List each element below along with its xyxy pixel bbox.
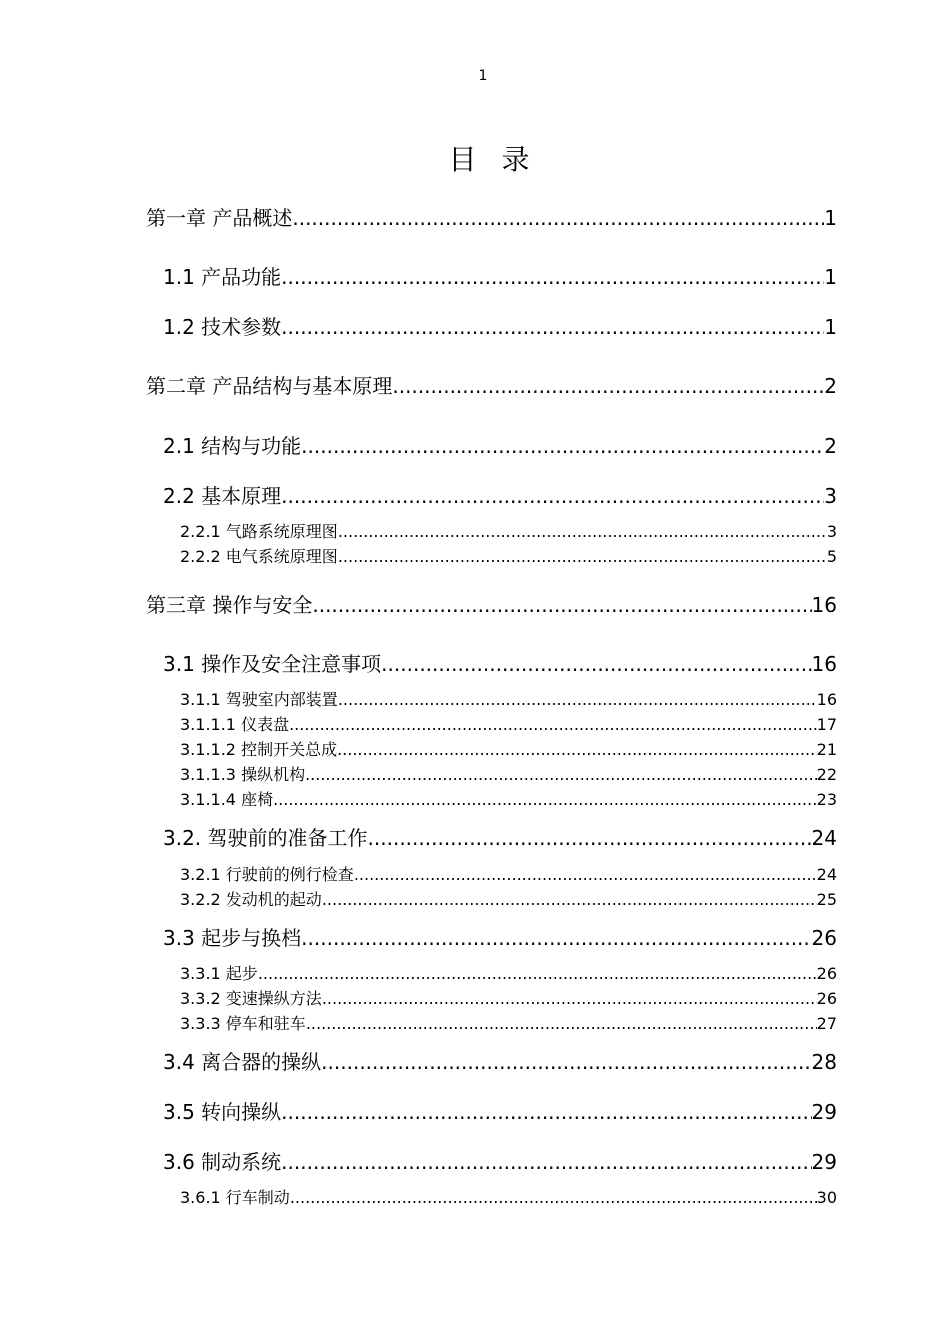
toc-entry-page: 1 <box>824 206 837 230</box>
dot-leader <box>322 890 817 909</box>
toc-entry-label: 3.5 转向操纵 <box>163 1100 282 1124</box>
toc-entry-1-2[interactable] <box>163 311 837 340</box>
toc-entry-label: 2.2 基本原理 <box>163 484 282 508</box>
toc-entry-page: 24 <box>816 865 837 884</box>
toc-entry-label: 3.1.1.4 座椅 <box>180 790 274 809</box>
toc-entry-chapter-1[interactable] <box>146 202 837 231</box>
toc-entry-page: 26 <box>811 926 837 950</box>
toc-entry-page: 24 <box>811 826 837 850</box>
dot-leader <box>281 484 824 508</box>
toc-entry-3-2-1[interactable] <box>180 862 837 885</box>
toc-entry-label: 3.3.2 变速操纵方法 <box>180 989 322 1008</box>
toc-entry-label: 3.4 离合器的操纵 <box>163 1050 322 1074</box>
toc-entry-label: 3.1.1.3 操纵机构 <box>180 765 306 784</box>
toc-entry-3-5[interactable] <box>163 1096 837 1125</box>
dot-leader <box>306 1014 817 1033</box>
dot-leader <box>338 547 827 566</box>
toc-entry-label: 3.2.2 发动机的起动 <box>180 890 322 909</box>
toc-entry-label: 第一章 产品概述 <box>146 206 293 230</box>
toc-entry-3-3-3[interactable] <box>180 1011 837 1034</box>
toc-entry-page: 16 <box>811 652 837 676</box>
toc-entry-3-3[interactable] <box>163 922 837 951</box>
dot-leader <box>281 265 824 289</box>
toc-entry-label: 第三章 操作与安全 <box>146 593 313 617</box>
toc-entry-3-1-1[interactable] <box>180 687 837 710</box>
dot-leader <box>338 522 827 541</box>
toc-entry-page: 1 <box>824 265 837 289</box>
toc-entry-page: 16 <box>811 593 837 617</box>
toc-entry-page: 26 <box>816 989 837 1008</box>
toc-entry-1-1[interactable] <box>163 261 837 290</box>
dot-leader <box>290 1188 817 1207</box>
toc-entry-label: 3.3.3 停车和驻车 <box>180 1014 306 1033</box>
toc-entry-page: 26 <box>816 964 837 983</box>
toc-entry-page: 22 <box>816 765 837 784</box>
toc-entry-3-2-2[interactable] <box>180 887 837 910</box>
toc-entry-label: 3.2. 驾驶前的准备工作 <box>163 826 368 850</box>
toc-entry-3-6[interactable] <box>163 1146 837 1175</box>
toc-entry-page: 29 <box>811 1100 837 1124</box>
dot-leader <box>281 1100 811 1124</box>
toc-entry-3-1-1-2[interactable] <box>180 737 837 760</box>
dot-leader <box>292 206 824 230</box>
toc-entry-3-1-1-4[interactable] <box>180 787 837 810</box>
toc-entry-2-2-1[interactable] <box>180 519 837 542</box>
dot-leader <box>338 690 817 709</box>
page-number: 1 <box>478 68 488 84</box>
toc-entry-label: 2.2.1 气路系统原理图 <box>180 522 338 541</box>
toc-entry-page: 1 <box>824 315 837 339</box>
dot-leader <box>381 652 811 676</box>
dot-leader <box>281 1150 811 1174</box>
toc-entry-chapter-2[interactable] <box>146 370 837 399</box>
dot-leader <box>321 1050 811 1074</box>
toc-entry-page: 5 <box>826 547 837 566</box>
toc-entry-3-4[interactable] <box>163 1046 837 1075</box>
dot-leader <box>322 989 817 1008</box>
dot-leader <box>354 865 817 884</box>
toc-entry-label: 3.1.1.2 控制开关总成 <box>180 740 338 759</box>
toc-entry-page: 2 <box>824 374 837 398</box>
toc-entry-3-2[interactable] <box>163 822 837 851</box>
toc-entry-page: 16 <box>816 690 837 709</box>
toc-entry-3-1-1-3[interactable] <box>180 762 837 785</box>
toc-entry-page: 28 <box>811 1050 837 1074</box>
toc-entry-label: 3.6.1 行车制动 <box>180 1188 290 1207</box>
toc-entry-3-3-1[interactable] <box>180 961 837 984</box>
toc-entry-page: 3 <box>824 484 837 508</box>
dot-leader <box>273 790 817 809</box>
toc-entry-page: 2 <box>824 434 837 458</box>
dot-leader <box>281 315 824 339</box>
toc-entry-page: 21 <box>816 740 837 759</box>
toc-entry-page: 17 <box>816 715 837 734</box>
toc-entry-label: 2.1 结构与功能 <box>163 434 302 458</box>
toc-entry-2-1[interactable] <box>163 430 837 459</box>
toc-entry-label: 3.6 制动系统 <box>163 1150 282 1174</box>
toc-entry-page: 27 <box>816 1014 837 1033</box>
toc-entry-page: 29 <box>811 1150 837 1174</box>
toc-entry-label: 3.2.1 行驶前的例行检查 <box>180 865 354 884</box>
toc-title: 目 录 <box>448 143 538 176</box>
toc-entry-label: 3.3 起步与换档 <box>163 926 302 950</box>
toc-entry-label: 3.1.1.1 仪表盘 <box>180 715 290 734</box>
dot-leader <box>392 374 824 398</box>
dot-leader <box>289 715 817 734</box>
toc-entry-label: 第二章 产品结构与基本原理 <box>146 374 393 398</box>
toc-entry-page: 23 <box>816 790 837 809</box>
toc-entry-label: 3.3.1 起步 <box>180 964 258 983</box>
toc-entry-2-2[interactable] <box>163 480 837 509</box>
toc-entry-2-2-2[interactable] <box>180 544 837 567</box>
toc-entry-3-1-1-1[interactable] <box>180 712 837 735</box>
dot-leader <box>301 434 824 458</box>
dot-leader <box>258 964 817 983</box>
dot-leader <box>312 593 811 617</box>
toc-entry-page: 30 <box>816 1188 837 1207</box>
toc-entry-label: 2.2.2 电气系统原理图 <box>180 547 338 566</box>
dot-leader <box>337 740 817 759</box>
toc-entry-label: 1.1 产品功能 <box>163 265 282 289</box>
dot-leader <box>301 926 811 950</box>
dot-leader <box>368 826 812 850</box>
toc-entry-page: 3 <box>826 522 837 541</box>
toc-entry-3-3-2[interactable] <box>180 986 837 1009</box>
toc-entry-3-1[interactable] <box>163 648 837 677</box>
toc-entry-page: 25 <box>816 890 837 909</box>
toc-entry-chapter-3[interactable] <box>146 589 837 618</box>
toc-entry-label: 1.2 技术参数 <box>163 315 282 339</box>
toc-entry-label: 3.1.1 驾驶室内部装置 <box>180 690 338 709</box>
dot-leader <box>305 765 817 784</box>
toc-entry-label: 3.1 操作及安全注意事项 <box>163 652 382 676</box>
toc-entry-3-6-1[interactable] <box>180 1185 837 1208</box>
